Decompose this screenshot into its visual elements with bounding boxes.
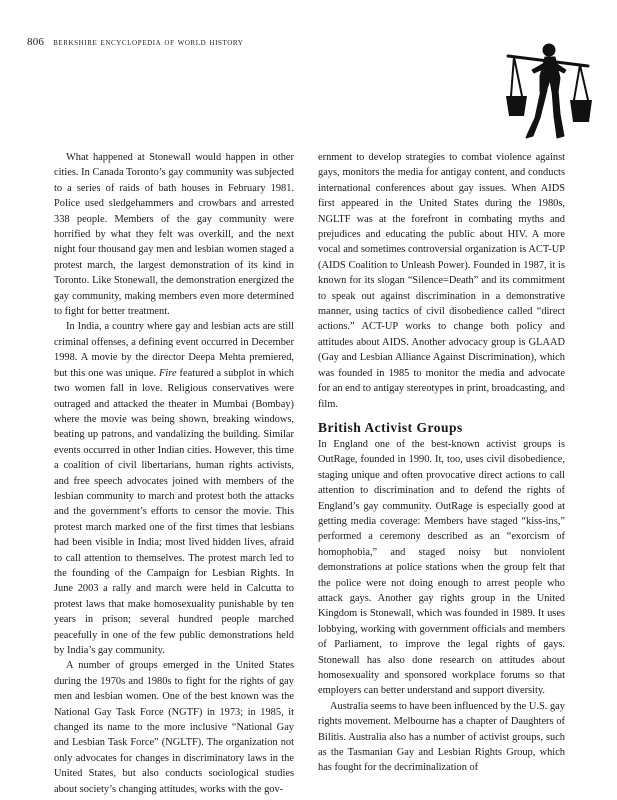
left-paragraph-1: What happened at Stonewall would happen in other cities. In Canada Toronto’s gay community was subjected to a series of raids of bath houses in February 1981. Police used sledgehammers and crowbars and arrested 338 people. Members of the gay community were horrified by what they felt was overkill, and the next night four thousand gay men and lesbian women staged a protest march, the largest demonstration of its kind in Toronto. Like Stonewall, the demonstration energized the gay community, making members even more determined to fight for better treatment. (54, 152, 294, 318)
right-column (318, 150, 565, 776)
left-column (54, 150, 294, 797)
section-heading: British Activist Groups (318, 419, 463, 435)
left-paragraph-2-end: featured a subplot in which two women fall in love. Religious conservatives were outraged and attacked the theater in Mumbai (Bombay) where the movie was being shown, breaking windows, beating up patrons, and vandalizing the building. Similar events occurred in other Indian cities. However, this time a coalition of civil libertarians, human rights activists, and free speech advocates joined with members of the lesbian community to march and protest both the attacks and the government’s efforts to censor the movie. This protest march marked one of the first times that lesbians had been visible in India; most lived hidden lives, afraid to call attention to themselves. The protest march led to the founding of the Campaign for Lesbian Rights. In June 2003 a rally and march were held in Calcutta to protest laws that make homosexuality punishable by ten years in prison; several hundred people marched peacefully in one of the few public demonstrations held by India’s gay community. (54, 367, 294, 656)
right-basket (570, 100, 592, 122)
running-header (27, 36, 243, 48)
left-paragraph-2-start: In India, a country where gay and lesbian acts are still criminal offenses, a defining event occurred in December 1998. A movie by the director Deepa Mehta premiered, but this one was unique. (54, 321, 294, 379)
right-rope-2 (580, 65, 588, 100)
left-basket (506, 96, 527, 116)
running-title: berkshire encyclopedia of world history (53, 37, 244, 48)
right-paragraph-3: Australia seems to have been influenced by the U.S. gay rights movement. Melbourne has a chapter of Daughters of Bilitis. Australia also has a number of activist groups, such as the Tasmanian Gay and Lesbian Rights Group, which has fought for the decriminalization of (318, 700, 565, 774)
right-rope (574, 65, 580, 100)
page-number: 806 (27, 36, 45, 48)
right-paragraph-1: ernment to develop strategies to combat violence against gays, monitors the media for antigay content, and conducts international conferences about gay issues. When AIDS first appeared in the United States during the 1980s, NGLTF was at the forefront in combating myths and prejudices and educating the public about HIV. A more vocal and sometimes controversial organization is ACT-UP (AIDS Coalition to Unleash Power). Founded in 1987, it is known for its slogan “Silence=Death” and its commitment to speak out against discrimination in a demonstrative manner, using tactics of civil disobedience called “direct actions.” ACT-UP works to change both policy and attitudes about AIDS. Another advocacy group is GLAAD (Gay and Lesbian Alliance Against Discrimination), which was founded in 1985 to monitor the media and advocate for an end to antigay stereotypes in print, broadcasting, and film. (318, 152, 565, 410)
figure-left-leg (526, 90, 547, 138)
left-rope (511, 57, 514, 96)
right-paragraph-2: In England one of the best-known activist groups is OutRage, founded in 1990. It, too, uses civil disobedience, staging unique and often provocative direct actions to call attention to discrimination and to defend the rights of England’s gay community. OutRage is especially good at getting media coverage: Members have staged “kiss-ins,” performed a ceremony described as an “exorcism of homophobia,” and staged noisy but nonviolent demonstrations at police stations when the group felt that the police were not doing enough to arrest people who attack gays. Another gay rights group in the United Kingdom is Stonewall, which was founded in 1989. It uses lobbying, working with government officials and members of Parliament, to improve the legal rights of gays. Stonewall has also done research on attitudes about homosexuality and sponsored workplace forums so that employers can better understand and support diversity. (318, 438, 565, 697)
left-rope-2 (514, 57, 522, 96)
left-paragraph-3: A number of groups emerged in the United States during the 1970s and 1980s to fight for the rights of gay men and lesbian women. One of the best known was the National Gay Task Force (NGTF) in 1973; in 1985, it changed its name to the more inclusive “National Gay and Lesbian Task Force” (NGLTF). The organization not only advocates for changes in discriminatory laws in the United States, but also conducts sociological studies about society’s changing attitudes, works with the gov- (54, 660, 294, 795)
carrying-figure-logo (502, 40, 594, 146)
left-paragraph-2 (54, 319, 294, 658)
figure-right-leg (552, 90, 564, 138)
film-title: Fire (159, 367, 177, 379)
figure-head (543, 44, 555, 56)
